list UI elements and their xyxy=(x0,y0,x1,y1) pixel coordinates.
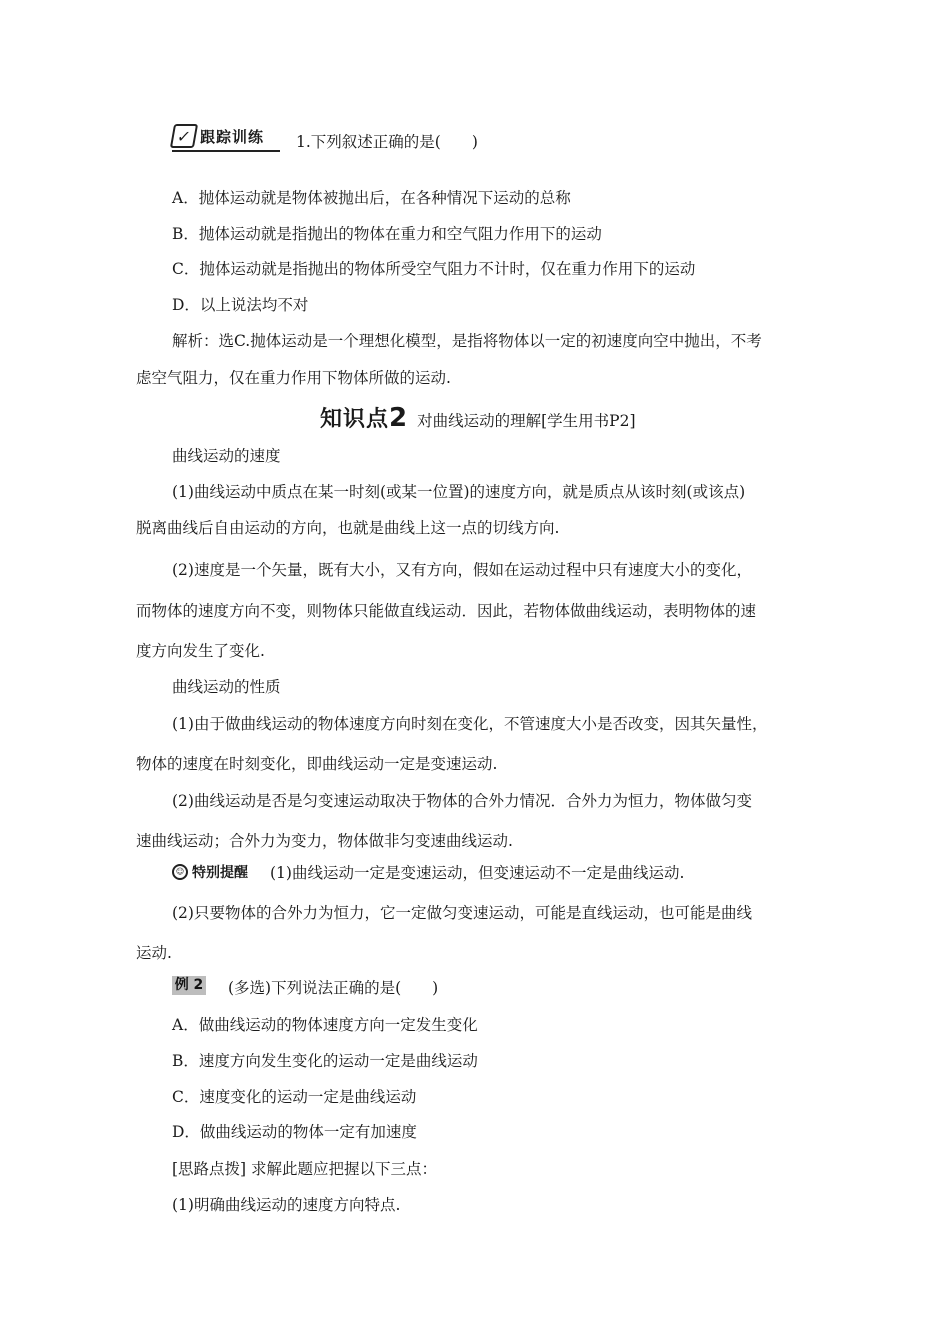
velocity-p2-line-1: (2)速度是一个矢量，既有大小，又有方向，假如在运动过程中只有速度大小的变化， xyxy=(172,561,752,579)
reminder-p2-line-2: 运动. xyxy=(136,944,172,962)
knowledge-point-number: 2 xyxy=(389,403,408,433)
knowledge-point-title: 对曲线运动的理解[学生用书P2] xyxy=(417,412,636,430)
track-training-tag xyxy=(172,124,264,148)
special-reminder-label: 特别提醒 xyxy=(192,865,248,881)
example-option-a: A．做曲线运动的物体速度方向一定发生变化 xyxy=(172,1016,478,1034)
special-reminder-tag xyxy=(172,862,248,882)
velocity-p1-line-2: 脱离曲线后自由运动的方向，也就是曲线上这一点的切线方向. xyxy=(136,519,560,537)
smile-icon: ☺ xyxy=(172,864,188,880)
velocity-p1-line-1: (1)曲线运动中质点在某一时刻(或某一位置)的速度方向，就是质点从该时刻(或该点) xyxy=(172,483,746,501)
track-question: 1.下列叙述正确的是( ) xyxy=(296,133,478,151)
track-option-b: B．抛体运动就是指抛出的物体在重力和空气阻力作用下的运动 xyxy=(172,225,602,243)
track-training-label: 跟踪训练 xyxy=(200,127,265,146)
example-option-d: D．做曲线运动的物体一定有加速度 xyxy=(172,1123,417,1141)
nature-p1-line-2: 物体的速度在时刻变化，即曲线运动一定是变速运动. xyxy=(136,755,498,773)
reminder-p2-line-1: (2)只要物体的合外力为恒力，它一定做匀变速运动，可能是直线运动，也可能是曲线 xyxy=(172,904,752,922)
nature-heading: 曲线运动的性质 xyxy=(172,678,281,696)
nature-p1-line-1: (1)由于做曲线运动的物体速度方向时刻在变化，不管速度大小是否改变，因其矢量性， xyxy=(172,715,768,733)
knowledge-point-heading xyxy=(320,402,636,433)
hint-point-1: (1)明确曲线运动的速度方向特点. xyxy=(172,1196,401,1214)
knowledge-point-label: 知识点 xyxy=(320,407,390,432)
example-option-b: B．速度方向发生变化的运动一定是曲线运动 xyxy=(172,1052,478,1070)
track-option-d: D．以上说法均不对 xyxy=(172,296,309,314)
reminder-p1: (1)曲线运动一定是变速运动，但变速运动不一定是曲线运动. xyxy=(270,864,685,882)
nature-p2-line-2: 速曲线运动；合外力为变力，物体做非匀变速曲线运动. xyxy=(136,832,513,850)
velocity-p2-line-3: 度方向发生了变化. xyxy=(136,642,265,660)
hint-heading: [思路点拨] 求解此题应把握以下三点： xyxy=(172,1160,438,1178)
track-option-c: C．抛体运动就是指抛出的物体所受空气阻力不计时，仅在重力作用下的运动 xyxy=(172,260,696,278)
analysis-line-2: 虑空气阻力，仅在重力作用下物体所做的运动. xyxy=(136,369,451,387)
checkmark-icon: ✓ xyxy=(170,124,198,148)
example-2-question: (多选)下列说法正确的是( ) xyxy=(228,979,439,997)
velocity-heading: 曲线运动的速度 xyxy=(172,447,281,465)
track-option-a: A．抛体运动就是物体被抛出后，在各种情况下运动的总称 xyxy=(172,189,571,207)
example-2-badge: 例 2 xyxy=(172,976,206,995)
tag-underline xyxy=(172,150,280,152)
velocity-p2-line-2: 而物体的速度方向不变，则物体只能做直线运动．因此，若物体做曲线运动，表明物体的速 xyxy=(136,602,757,620)
nature-p2-line-1: (2)曲线运动是否是匀变速运动取决于物体的合外力情况．合外力为恒力，物体做匀变 xyxy=(172,792,752,810)
example-option-c: C．速度变化的运动一定是曲线运动 xyxy=(172,1088,417,1106)
analysis-line-1: 解析：选C.抛体运动是一个理想化模型，是指将物体以一定的初速度向空中抛出，不考 xyxy=(172,332,762,350)
